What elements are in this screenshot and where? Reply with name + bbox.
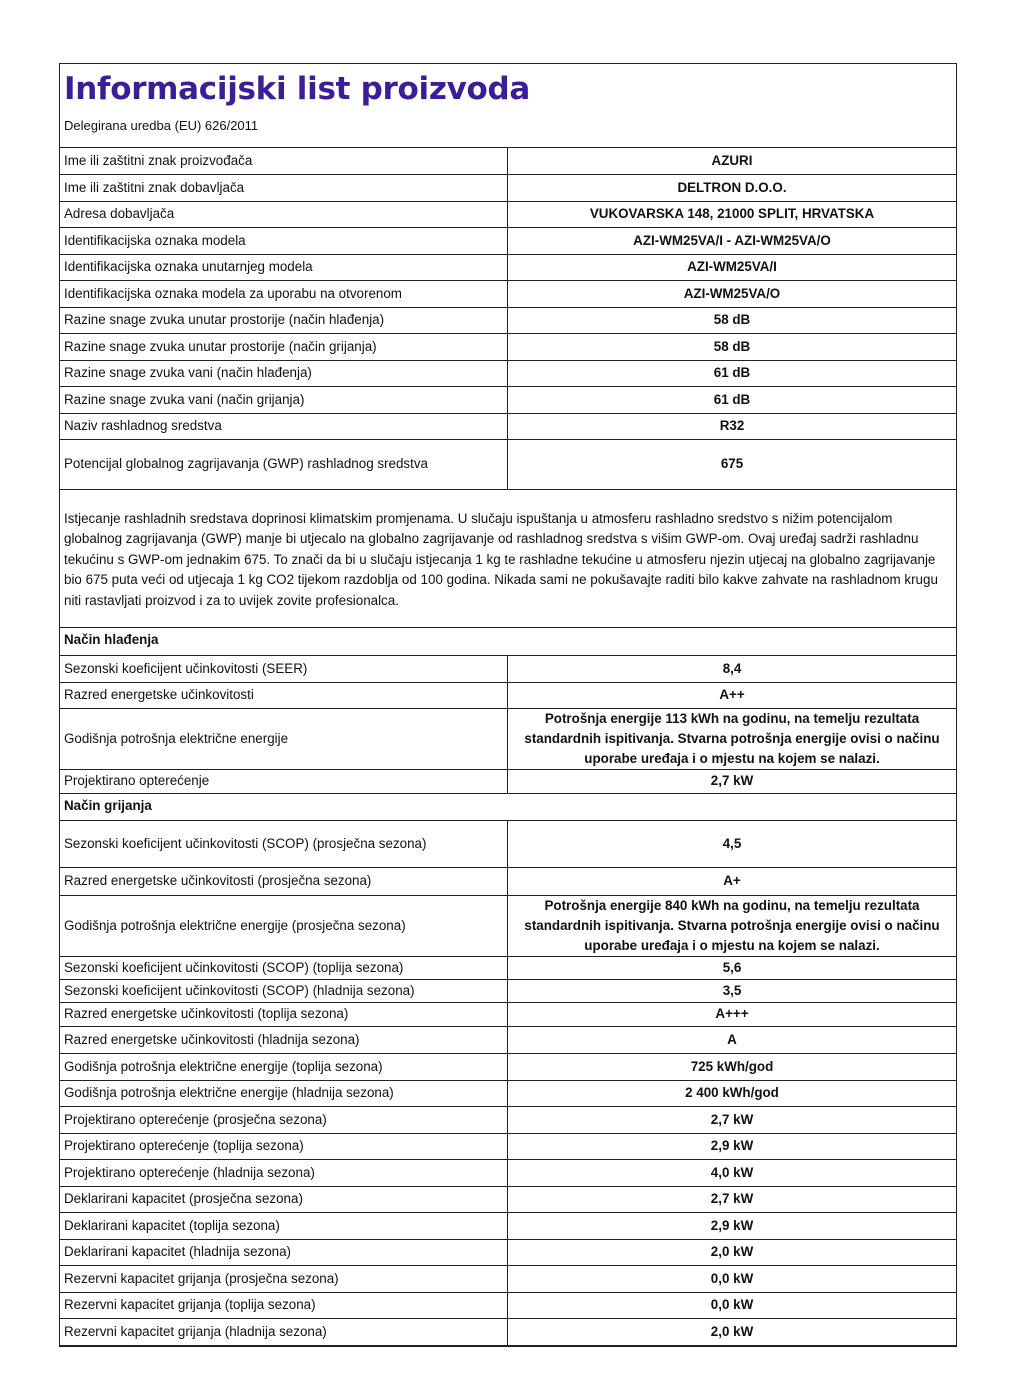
row-value: 2 400 kWh/god (508, 1080, 957, 1106)
row-label: Godišnja potrošnja električne energije (prosječna sezona) (60, 895, 508, 956)
row-value: AZI-WM25VA/O (508, 280, 957, 307)
table-row (60, 682, 956, 708)
row-value: 2,7 kW (508, 769, 957, 793)
row-label: Naziv rashladnog sredstva (60, 413, 508, 439)
row-label: Potencijal globalnog zagrijavanja (GWP) rashladnog sredstva (60, 439, 508, 489)
row-value: 0,0 kW (508, 1265, 957, 1292)
row-label: Razred energetske učinkovitosti (60, 682, 508, 708)
row-label: Rezervni kapacitet grijanja (toplija sezona) (60, 1292, 508, 1318)
row-value: 61 dB (508, 360, 957, 386)
row-label: Godišnja potrošnja električne energije (hladnija sezona) (60, 1080, 508, 1106)
row-label: Deklarirani kapacitet (toplija sezona) (60, 1212, 508, 1239)
table-row (60, 307, 956, 333)
cooling-mode-heading: Način hlađenja (60, 627, 956, 655)
row-value: DELTRON D.O.O. (508, 174, 957, 201)
row-label: Projektirano opterećenje (toplija sezona) (60, 1133, 508, 1159)
table-row (60, 708, 956, 769)
row-label: Identifikacijska oznaka modela za uporabu na otvorenom (60, 280, 508, 307)
table-row (60, 1026, 956, 1053)
sheet-header (60, 64, 956, 148)
table-row (60, 360, 956, 386)
row-value: 2,7 kW (508, 1106, 957, 1133)
regulation-reference: Delegirana uredba (EU) 626/2011 (64, 118, 259, 134)
row-label: Razred energetske učinkovitosti (prosječna sezona) (60, 867, 508, 895)
row-label: Razine snage zvuka unutar prostorije (način grijanja) (60, 333, 508, 360)
table-row (60, 1292, 956, 1318)
row-label: Projektirano opterećenje (hladnija sezona) (60, 1159, 508, 1186)
table-row (60, 1053, 956, 1080)
row-value: R32 (508, 413, 957, 439)
row-value: 3,5 (508, 979, 957, 1002)
row-label: Projektirano opterećenje (60, 769, 508, 793)
table-row (60, 979, 956, 1002)
row-value: A+++ (508, 1002, 957, 1026)
product-information-sheet (59, 63, 957, 1347)
row-label: Deklarirani kapacitet (prosječna sezona) (60, 1186, 508, 1212)
table-row (60, 439, 956, 489)
row-label: Sezonski koeficijent učinkovitosti (SEER) (60, 655, 508, 682)
table-row (60, 227, 956, 254)
table-row (60, 333, 956, 360)
row-value: 2,7 kW (508, 1186, 957, 1212)
row-value: 4,5 (508, 820, 957, 867)
row-label: Razine snage zvuka vani (način grijanja) (60, 386, 508, 413)
table-row (60, 1002, 956, 1026)
row-value: 58 dB (508, 307, 957, 333)
table-row (60, 769, 956, 793)
table-row (60, 1080, 956, 1106)
row-value: 61 dB (508, 386, 957, 413)
table-row (60, 201, 956, 227)
table-row (60, 1106, 956, 1133)
section-heading-row (60, 793, 956, 820)
row-label: Rezervni kapacitet grijanja (prosječna sezona) (60, 1265, 508, 1292)
row-value: 0,0 kW (508, 1292, 957, 1318)
row-value: 725 kWh/god (508, 1053, 957, 1080)
table-row (60, 386, 956, 413)
row-value: 58 dB (508, 333, 957, 360)
table-row (60, 655, 956, 682)
section-heading-row (60, 627, 956, 655)
row-label: Razine snage zvuka vani (način hlađenja) (60, 360, 508, 386)
row-value: A+ (508, 867, 957, 895)
page-title: Informacijski list proizvoda (64, 71, 530, 107)
table-row (60, 1318, 956, 1345)
row-value: VUKOVARSKA 148, 21000 SPLIT, HRVATSKA (508, 201, 957, 227)
row-label: Razine snage zvuka unutar prostorije (način hlađenja) (60, 307, 508, 333)
table-row (60, 254, 956, 280)
table-row (60, 1159, 956, 1186)
row-label: Godišnja potrošnja električne energije (toplija sezona) (60, 1053, 508, 1080)
row-value: Potrošnja energije 840 kWh na godinu, na temelju rezultata standardnih ispitivanja. Stvarna potrošnja energije ovisi o načinu uporabe uređaja i o mjestu na kojem se nalazi. (508, 895, 957, 956)
row-value: 2,9 kW (508, 1212, 957, 1239)
table-row (60, 956, 956, 979)
row-value: 5,6 (508, 956, 957, 979)
table-row (60, 820, 956, 867)
row-value: Potrošnja energije 113 kWh na godinu, na temelju rezultata standardnih ispitivanja. Stvarna potrošnja energije ovisi o načinu uporabe uređaja i o mjestu na kojem se nalazi. (508, 708, 957, 769)
row-value: 4,0 kW (508, 1159, 957, 1186)
row-label: Identifikacijska oznaka modela (60, 227, 508, 254)
row-label: Ime ili zaštitni znak dobavljača (60, 174, 508, 201)
row-label: Sezonski koeficijent učinkovitosti (SCOP) (hladnija sezona) (60, 979, 508, 1002)
row-label: Deklarirani kapacitet (hladnija sezona) (60, 1239, 508, 1265)
row-value: 2,9 kW (508, 1133, 957, 1159)
row-value: 675 (508, 439, 957, 489)
refrigerant-note-row (60, 489, 956, 627)
row-label: Identifikacijska oznaka unutarnjeg modela (60, 254, 508, 280)
row-value: 8,4 (508, 655, 957, 682)
table-row (60, 1239, 956, 1265)
row-value: 2,0 kW (508, 1318, 957, 1345)
heating-mode-heading: Način grijanja (60, 793, 956, 820)
table-row (60, 148, 956, 174)
spec-table (60, 148, 956, 1346)
row-label: Godišnja potrošnja električne energije (60, 708, 508, 769)
table-row (60, 1133, 956, 1159)
table-row (60, 1212, 956, 1239)
row-value: AZI-WM25VA/I (508, 254, 957, 280)
row-label: Adresa dobavljača (60, 201, 508, 227)
row-value: 2,0 kW (508, 1239, 957, 1265)
row-label: Sezonski koeficijent učinkovitosti (SCOP) (prosječna sezona) (60, 820, 508, 867)
row-label: Projektirano opterećenje (prosječna sezona) (60, 1106, 508, 1133)
table-row (60, 413, 956, 439)
table-row (60, 895, 956, 956)
row-label: Sezonski koeficijent učinkovitosti (SCOP) (toplija sezona) (60, 956, 508, 979)
table-row (60, 867, 956, 895)
row-label: Razred energetske učinkovitosti (toplija sezona) (60, 1002, 508, 1026)
row-value: AZURI (508, 148, 957, 174)
row-label: Razred energetske učinkovitosti (hladnija sezona) (60, 1026, 508, 1053)
table-row (60, 280, 956, 307)
row-value: A++ (508, 682, 957, 708)
table-row (60, 1186, 956, 1212)
table-row (60, 1265, 956, 1292)
row-value: AZI-WM25VA/I - AZI-WM25VA/O (508, 227, 957, 254)
row-label: Ime ili zaštitni znak proizvođača (60, 148, 508, 174)
row-label: Rezervni kapacitet grijanja (hladnija sezona) (60, 1318, 508, 1345)
row-value: A (508, 1026, 957, 1053)
refrigerant-note: Istjecanje rashladnih sredstava doprinosi klimatskim promjenama. U slučaju ispuštanja u atmosferu rashladno sredstvo s nižim potencijalom globalnog zagrijavanja (GWP) manje bi utjecalo na globalno zagrijavanje od rashladnog sredstva s višim GWP-om. Ovaj uređaj sadrži rashladnu tekućinu s GWP-om jednakim 675. To znači da bi u slučaju istjecanja 1 kg te rashladne tekućine u atmosferu njezin utjecaj na globalno zagrijavanje bio 675 puta veći od utjecaja 1 kg CO2 tijekom razdoblja od 100 godina. Nikada sami ne pokušavajte raditi bilo kakve zahvate na rashladnom krugu niti rastavljati proizvod i za to uvijek zovite profesionalca. (60, 489, 956, 627)
table-row (60, 174, 956, 201)
